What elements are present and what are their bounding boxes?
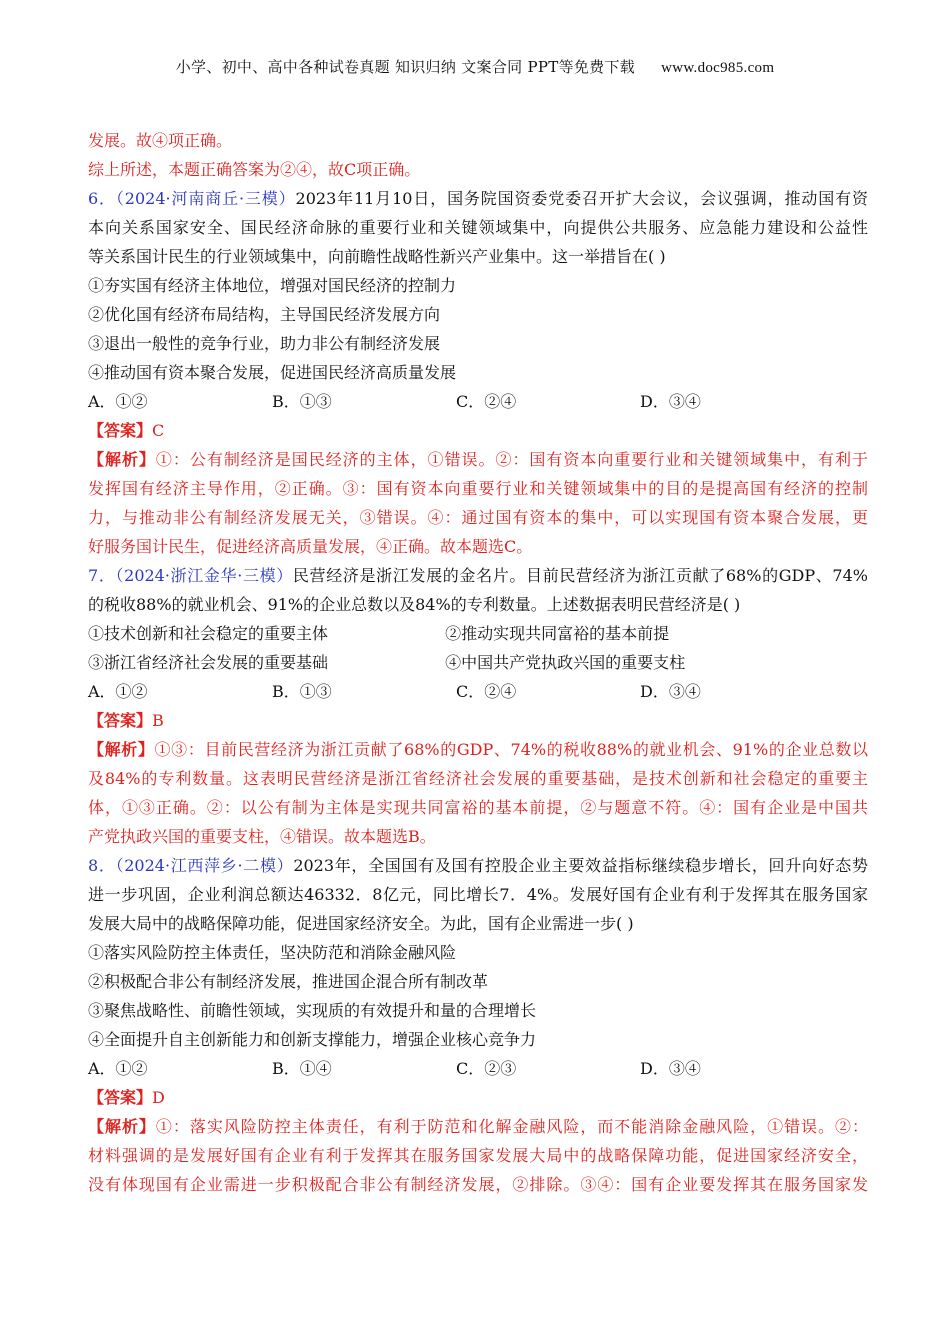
q6-option-d[interactable]: D．③④ (640, 392, 701, 411)
q7-stem-line-1 (88, 561, 868, 590)
q7-items-row-1 (88, 619, 868, 648)
q8-answer (88, 1083, 868, 1112)
q6-item: ②优化国有经济布局结构，主导国民经济发展方向 (88, 305, 441, 324)
q8-item: ④全面提升自主创新能力和创新支撑能力，增强企业核心竞争力 (88, 1030, 537, 1049)
q6-option-b[interactable]: B．①③ (272, 392, 332, 411)
header-site-link[interactable]: www.doc985.com (661, 60, 775, 76)
q6-analysis-line: 发挥国有经济主导作用，②正确。③：国有资本向重要行业和关键领域集中的目的是提高国有经济的控制 (88, 479, 868, 498)
q8-analysis-line: 材料强调的是发展好国有企业有利于发挥其在服务国家发展大局中的战略保障功能，促进国家经济安全， (88, 1146, 868, 1165)
q7-number: 7． (88, 566, 116, 585)
q6-analysis-line: 力，与推动非公有制经济发展无关，③错误。④：通过国有资本的集中，可以实现国有资本聚合发展，更 (88, 508, 868, 527)
q6-analysis-line-1 (88, 445, 868, 474)
q7-option-d[interactable]: D．③④ (640, 682, 701, 701)
q7-options (88, 677, 868, 706)
q7-option-b[interactable]: B．①③ (272, 682, 332, 701)
prev-analysis-line-1: 发展。故④项正确。 (88, 131, 233, 150)
q8-source: （2024·江西萍乡·二模） (115, 856, 294, 875)
q6-option-c[interactable]: C．②④ (456, 392, 517, 411)
q7-answer (88, 706, 868, 735)
q6-answer (88, 416, 868, 445)
q8-stem-1: 2023年，全国国有及国有控股企业主要效益指标继续稳步增长，回升向好态势 (293, 856, 868, 875)
q6-analysis-text: ①：公有制经济是国民经济的主体，①错误。②：国有资本向重要行业和关键领域集中，有利于 (155, 450, 868, 469)
q7-analysis-line-1 (88, 735, 868, 764)
q6-item: ①夯实国有经济主体地位，增强对国民经济的控制力 (88, 276, 457, 295)
document-body (88, 126, 868, 1199)
q7-option-a[interactable]: A．①② (88, 682, 148, 701)
q7-item: ②推动实现共同富裕的基本前提 (445, 624, 670, 643)
q6-analysis-line: 好服务国计民生，促进经济高质量发展，④正确。故本题选C。 (88, 537, 533, 556)
q7-item: ③浙江省经济社会发展的重要基础 (88, 653, 329, 672)
q7-analysis-line: 及84%的专利数量。这表明民营经济是浙江省经济社会发展的重要基础，是技术创新和社会稳定的重要主 (88, 769, 868, 788)
q7-stem-1: 民营经济是浙江发展的金名片。目前民营经济为浙江贡献了68%的GDP、74% (292, 566, 868, 585)
q7-answer-value: B (152, 711, 164, 730)
q6-stem-line-3: 等关系国计民生的行业领域集中，向前瞻性战略性新兴产业集中。这一举措旨在( ) (88, 247, 666, 266)
q8-answer-value: D (152, 1088, 165, 1107)
q7-analysis-text: ①③：目前民营经济为浙江贡献了68%的GDP、74%的税收88%的就业机会、91%的企业总数以 (154, 740, 868, 759)
q8-analysis-line-1 (88, 1112, 868, 1141)
q7-option-c[interactable]: C．②④ (456, 682, 517, 701)
q8-option-c[interactable]: C．②③ (456, 1059, 517, 1078)
q8-answer-label: 【答案】 (88, 1088, 153, 1107)
q6-options (88, 387, 868, 416)
q6-item: ④推动国有资本聚合发展，促进国民经济高质量发展 (88, 363, 457, 382)
q7-analysis-line: 体，①③正确。②：以公有制为主体是实现共同富裕的基本前提，②与题意不符。④：国有企业是中国共 (88, 798, 868, 817)
q8-analysis-label: 【解析】 (88, 1117, 156, 1136)
q8-item: ②积极配合非公有制经济发展，推进国企混合所有制改革 (88, 972, 489, 991)
q7-analysis-label: 【解析】 (88, 740, 155, 759)
q7-items-row-2 (88, 648, 868, 677)
q8-item: ①落实风险防控主体责任，坚决防范和消除金融风险 (88, 943, 457, 962)
prev-analysis-line-2: 综上所述，本题正确答案为②④，故C项正确。 (88, 160, 421, 179)
q6-answer-value: C (152, 421, 165, 440)
q8-options (88, 1054, 868, 1083)
q8-stem-line-3: 发展大局中的战略保障功能，促进国家经济安全。为此，国有企业需进一步( ) (88, 914, 634, 933)
q7-item: ①技术创新和社会稳定的重要主体 (88, 624, 329, 643)
q8-item: ③聚焦战略性、前瞻性领域，实现质的有效提升和量的合理增长 (88, 1001, 537, 1020)
q7-item: ④中国共产党执政兴国的重要支柱 (445, 653, 686, 672)
q8-option-d[interactable]: D．③④ (640, 1059, 701, 1078)
q7-answer-label: 【答案】 (88, 711, 153, 730)
q6-number: 6． (88, 189, 116, 208)
q8-option-a[interactable]: A．①② (88, 1059, 148, 1078)
q8-analysis-text: ①：落实风险防控主体责任，有利于防范和化解金融风险，而不能消除金融风险，①错误。②： (155, 1117, 868, 1136)
q6-option-a[interactable]: A．①② (88, 392, 148, 411)
q6-stem-line-1 (88, 184, 868, 213)
q6-source: （2024·河南商丘·三模） (115, 189, 296, 208)
q8-stem-line-2: 进一步巩固，企业利润总额达46332．8亿元，同比增长7．4%。发展好国有企业有利于发挥其在服务国家 (88, 885, 868, 904)
q8-stem-line-1 (88, 851, 868, 880)
q8-analysis-line: 没有体现国有企业需进一步积极配合非公有制经济发展，②排除。③④：国有企业要发挥其在服务国家发 (88, 1175, 868, 1194)
q6-analysis-label: 【解析】 (88, 450, 156, 469)
q7-analysis-line: 产党执政兴国的重要支柱，④错误。故本题选B。 (88, 827, 436, 846)
header-text: 小学、初中、高中各种试卷真题 知识归纳 文案合同 PPT等免费下载 (175, 58, 636, 76)
q7-source: （2024·浙江金华·三模） (115, 566, 293, 585)
q6-stem-line-2: 本向关系国家安全、国民经济命脉的重要行业和关键领域集中，向提供公共服务、应急能力建设和公益性 (88, 218, 868, 237)
q6-item: ③退出一般性的竞争行业，助力非公有制经济发展 (88, 334, 441, 353)
q8-number: 8． (88, 856, 116, 875)
q8-option-b[interactable]: B．①④ (272, 1059, 332, 1078)
q6-answer-label: 【答案】 (88, 421, 153, 440)
q6-stem-1: 2023年11月10日，国务院国资委党委召开扩大会议，会议强调，推动国有资 (295, 189, 868, 208)
q7-stem-line-2: 的税收88%的就业机会、91%的企业总数以及84%的专利数量。上述数据表明民营经济是( ) (88, 595, 741, 614)
page-header (0, 56, 950, 77)
